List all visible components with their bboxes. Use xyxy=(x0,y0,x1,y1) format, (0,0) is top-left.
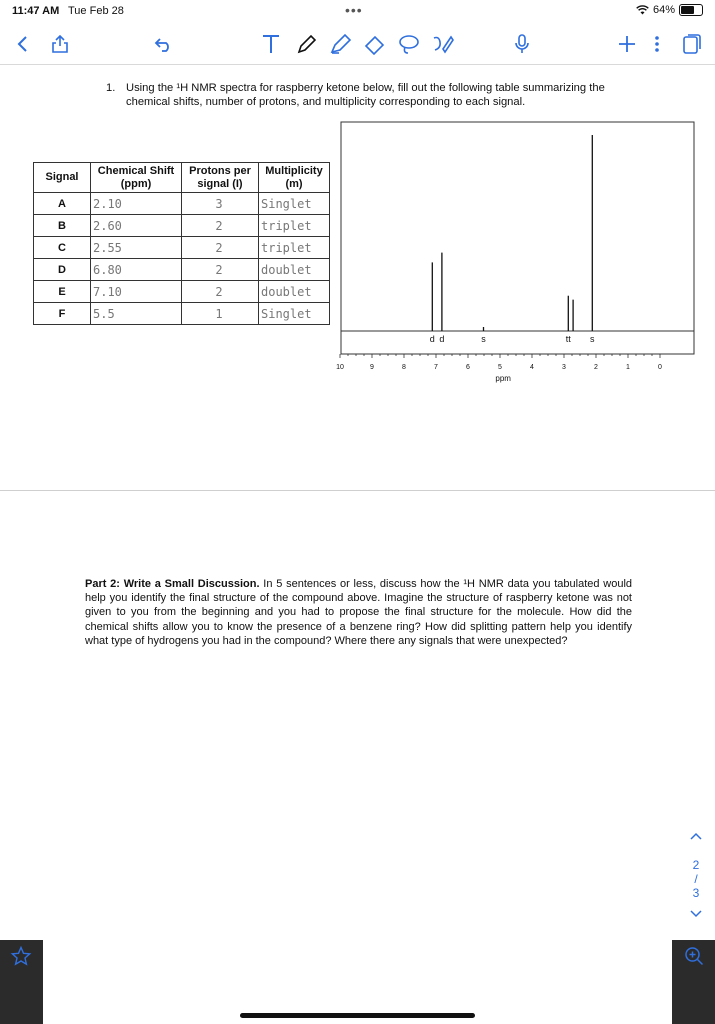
tick-label: 7 xyxy=(434,364,438,371)
protons-cell[interactable]: 1 xyxy=(182,303,259,325)
multiplicity-cell[interactable]: doublet xyxy=(259,281,330,303)
peak-label: s xyxy=(590,334,595,344)
shift-cell[interactable]: 7.10 xyxy=(91,281,182,303)
eraser-button[interactable] xyxy=(362,30,388,58)
spectrum-frame xyxy=(341,122,694,354)
total-pages: 3 xyxy=(692,886,700,900)
highlighter-button[interactable] xyxy=(328,30,354,58)
table-row xyxy=(34,281,330,303)
tick-label: 6 xyxy=(466,364,470,371)
peak-label: d xyxy=(429,334,435,344)
prev-page-button[interactable] xyxy=(684,830,708,844)
multiplicity-cell[interactable]: doublet xyxy=(259,259,330,281)
shift-cell[interactable]: 5.5 xyxy=(91,303,182,325)
back-icon xyxy=(16,35,30,53)
multiplicity-cell[interactable]: Singlet xyxy=(259,193,330,215)
peak-label: s xyxy=(481,334,486,344)
page-navigator xyxy=(684,830,708,922)
bottom-bar xyxy=(0,940,715,1024)
shift-cell[interactable]: 2.60 xyxy=(91,215,182,237)
protons-cell[interactable]: 2 xyxy=(182,237,259,259)
more-icon xyxy=(655,35,659,53)
multiplicity-cell[interactable]: triplet xyxy=(259,237,330,259)
question-text: Using the ¹H NMR spectra for raspberry ketone below, fill out the following table summarizing the chemical shifts, number of protons, and multiplicity corresponding to each signal. xyxy=(126,82,605,108)
battery-fill xyxy=(681,6,694,14)
page-divider xyxy=(0,490,715,491)
protons-cell[interactable]: 2 xyxy=(182,259,259,281)
favorite-button[interactable] xyxy=(11,946,31,971)
next-page-button[interactable] xyxy=(684,908,708,922)
status-time: 11:47 AM xyxy=(12,5,60,17)
microphone-button[interactable] xyxy=(510,30,534,58)
tick-label: 8 xyxy=(402,364,406,371)
current-page: 2 xyxy=(692,858,700,872)
signal-cell: F xyxy=(34,303,91,325)
shapes-icon xyxy=(431,33,455,55)
question-number: 1. xyxy=(106,82,116,94)
status-bar xyxy=(0,0,715,22)
more-button[interactable] xyxy=(650,30,664,58)
battery-indicator xyxy=(636,4,703,16)
status-date: Tue Feb 28 xyxy=(68,5,124,17)
table-row xyxy=(34,303,330,325)
table-row xyxy=(34,193,330,215)
multiplicity-cell[interactable]: Singlet xyxy=(259,303,330,325)
protons-cell[interactable]: 3 xyxy=(182,193,259,215)
chevron-down-icon xyxy=(689,909,703,919)
app-toolbar xyxy=(0,24,715,65)
multiplicity-cell[interactable]: triplet xyxy=(259,215,330,237)
text-tool-button[interactable] xyxy=(258,30,284,58)
signal-cell: B xyxy=(34,215,91,237)
share-button[interactable] xyxy=(48,30,72,58)
shift-cell[interactable]: 6.80 xyxy=(91,259,182,281)
battery-percent: 64% xyxy=(652,4,675,16)
nmr-spectrum-chart xyxy=(336,121,700,391)
wifi-icon xyxy=(636,5,649,15)
part2-prompt xyxy=(85,577,632,648)
tick-label: 0 xyxy=(658,364,662,371)
document-page xyxy=(0,65,715,490)
header-shift: Chemical Shift (ppm) xyxy=(91,163,182,193)
table-header-row xyxy=(34,163,330,193)
pages-icon xyxy=(682,33,702,55)
part2-body: In 5 sentences or less, discuss how the ¹H NMR data you tabulated would help you identify the final structure of the compound above. Imagine the structure of raspberry ketone was not given to you from the beginning and you had to propose the final structure for the molecule. How did the chemical shifts allow you to know the presence of a benzene ring? How did splitting pattern help you identify what type of hydrogens you had in the compound? Where there any signals that were unexpected? xyxy=(85,578,633,647)
table-row xyxy=(34,215,330,237)
multitask-dots[interactable]: ••• xyxy=(345,2,363,18)
shift-cell[interactable]: 2.55 xyxy=(91,237,182,259)
zoom-in-icon xyxy=(684,946,704,966)
chevron-up-icon xyxy=(689,831,703,841)
protons-cell[interactable]: 2 xyxy=(182,215,259,237)
home-indicator[interactable] xyxy=(240,1013,475,1018)
x-axis-label: ppm xyxy=(495,374,511,383)
lasso-icon xyxy=(397,33,421,55)
star-icon xyxy=(11,946,31,966)
header-protons: Protons per signal (I) xyxy=(182,163,259,193)
shapes-button[interactable] xyxy=(430,30,456,58)
lasso-button[interactable] xyxy=(396,30,422,58)
tick-label: 2 xyxy=(594,364,598,371)
eraser-icon xyxy=(363,33,387,55)
tick-label: 3 xyxy=(562,364,566,371)
back-button[interactable] xyxy=(12,30,34,58)
signal-cell: A xyxy=(34,193,91,215)
table-row xyxy=(34,237,330,259)
signal-cell: D xyxy=(34,259,91,281)
part2-heading: Part 2: Write a Small Discussion. xyxy=(85,578,260,590)
undo-icon xyxy=(154,35,174,53)
tick-label: 4 xyxy=(530,364,534,371)
add-icon xyxy=(618,35,636,53)
undo-button[interactable] xyxy=(152,30,176,58)
peak-label: tt xyxy=(565,334,571,344)
tick-label: 5 xyxy=(498,364,502,371)
zoom-button[interactable] xyxy=(684,946,704,971)
table-row xyxy=(34,259,330,281)
nmr-summary-table xyxy=(33,162,330,325)
favorite-panel xyxy=(0,940,43,1024)
pen-icon xyxy=(296,33,318,55)
signal-cell: E xyxy=(34,281,91,303)
zoom-panel xyxy=(672,940,715,1024)
tick-label: 9 xyxy=(370,364,374,371)
tick-label: 10 xyxy=(336,364,344,371)
header-multiplicity: Multiplicity (m) xyxy=(259,163,330,193)
header-signal: Signal xyxy=(34,163,91,193)
signal-cell: C xyxy=(34,237,91,259)
pages-button[interactable] xyxy=(680,30,704,58)
peak-label: d xyxy=(439,334,445,344)
pen-tool-button[interactable] xyxy=(294,30,320,58)
highlighter-icon xyxy=(329,33,353,55)
battery-icon xyxy=(679,4,703,16)
share-icon xyxy=(51,34,69,54)
page-separator: / xyxy=(694,872,698,886)
microphone-icon xyxy=(514,33,530,55)
text-tool-icon xyxy=(261,33,281,55)
shift-cell[interactable]: 2.10 xyxy=(91,193,182,215)
tick-label: 1 xyxy=(626,364,630,371)
protons-cell[interactable]: 2 xyxy=(182,281,259,303)
add-page-button[interactable] xyxy=(616,30,638,58)
